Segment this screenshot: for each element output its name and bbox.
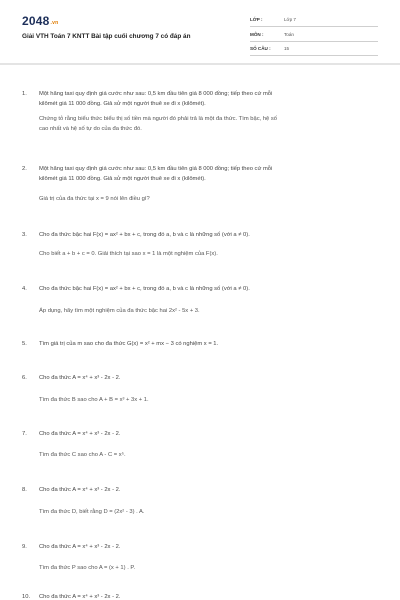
meta-class-value: Lớp 7 [284, 17, 296, 22]
question-line: Một hãng taxi quy định giá cước như sau: 0,5 km đầu tiên giá 8 000 đồng; tiếp theo cứ mỗi [39, 166, 273, 172]
question-line: Tìm đa thức D, biết rằng D = (2x² - 3) . A. [39, 509, 145, 515]
question-line: Chứng tỏ rằng biểu thức biểu thị số tiền mà người đó phải trả là một đa thức. Tìm bậc, hệ số [39, 116, 278, 122]
question-number: 2. [22, 166, 27, 172]
document-header [0, 0, 400, 62]
question-line: Tìm đa thức P sao cho A = (x + 1) . P. [39, 565, 136, 571]
question-line: Tìm đa thức B sao cho A + B = x³ + 3x + 1. [39, 397, 149, 403]
question-number: 4. [22, 286, 27, 292]
question-line: Cho đa thức A = x⁴ + x³ - 2x - 2. [39, 594, 121, 600]
meta-subject-row [250, 29, 378, 42]
meta-class-key: LỚP : [250, 17, 263, 22]
question-line: Giá trị của đa thức tại x = 9 nói lên điều gì? [39, 196, 150, 202]
question-line: Cho đa thức bậc hai F(x) = ax² + bx + c, trong đó a, b và c là những số (với a ≠ 0). [39, 232, 250, 238]
question-line: Một hãng taxi quy định giá cước như sau: 0,5 km đầu tiên giá 8 000 đồng; tiếp theo cứ mỗi [39, 91, 273, 97]
question-line: Cho đa thức A = x⁴ + x³ - 2x - 2. [39, 487, 121, 493]
question-line: Cho đa thức A = x⁴ + x³ - 2x - 2. [39, 544, 121, 550]
question-number: 10. [22, 594, 31, 600]
meta-subject-value: Toán [284, 32, 294, 37]
logo-suffix: .vn [50, 20, 59, 26]
meta-class-row [250, 14, 378, 27]
question-number: 1. [22, 91, 27, 97]
logo-text: 2048 [22, 14, 50, 28]
question-line: kilômét giá 11 000 đồng. Giả sử một người thuê xe đi x (kilômét). [39, 176, 206, 182]
question-line: Áp dụng, hãy tìm một nghiệm của đa thức bậc hai 2x² - 5x + 3. [39, 308, 200, 314]
question-number: 8. [22, 487, 27, 493]
question-line: Cho đa thức A = x⁴ + x³ - 2x - 2. [39, 431, 121, 437]
question-number: 7. [22, 431, 27, 437]
question-line: Cho biết a + b + c = 0. Giải thích tại sao x = 1 là một nghiệm của F(x). [39, 251, 218, 257]
question-number: 9. [22, 544, 27, 550]
question-number: 5. [22, 341, 27, 347]
question-line: cao nhất và hệ số tự do của đa thức đó. [39, 126, 142, 132]
question-number: 6. [22, 375, 27, 381]
question-line: Tìm đa thức C sao cho A - C = x⁵. [39, 452, 126, 458]
question-line: kilômét giá 11 000 đồng. Giả sử một người thuê xe đi x (kilômét). [39, 101, 206, 107]
question-line: Tìm giá trị của m sao cho đa thức G(x) = x² + mx − 3 có nghiệm x = 1. [39, 341, 219, 347]
question-number: 3. [22, 232, 27, 238]
meta-subject-key: MÔN : [250, 32, 264, 37]
header-divider [0, 63, 400, 65]
question-line: Cho đa thức A = x⁴ + x³ - 2x - 2. [39, 375, 121, 381]
meta-count-key: SỐ CÂU : [250, 46, 271, 51]
page-title: Giải VTH Toán 7 KNTT Bài tập cuối chương 7 có đáp án [22, 33, 191, 40]
question-line: Cho đa thức bậc hai F(x) = ax² + bx + c, trong đó a, b và c là những số (với a ≠ 0). [39, 286, 250, 292]
site-logo[interactable] [22, 14, 58, 28]
meta-count-value: 15 [284, 46, 290, 51]
meta-count-row [250, 43, 378, 56]
